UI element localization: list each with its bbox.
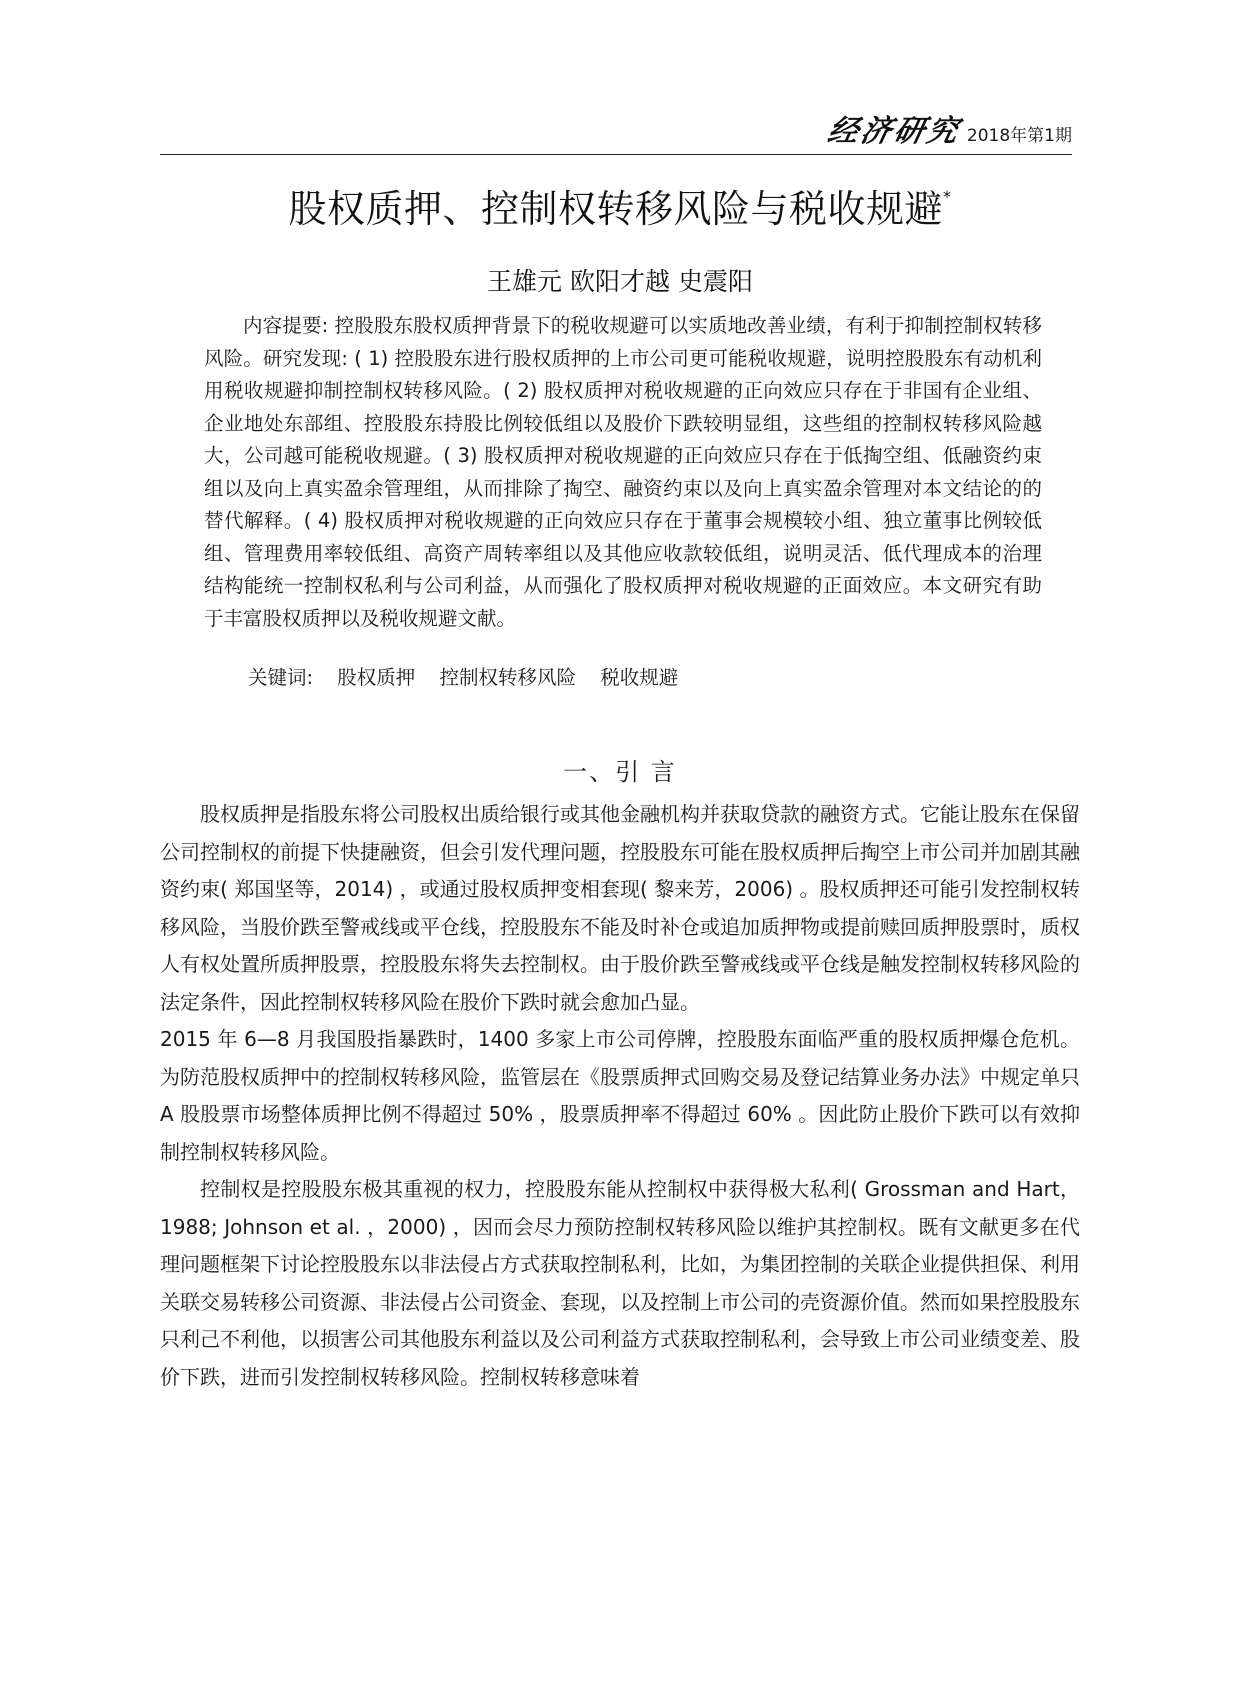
- keyword: 控制权转移风险: [439, 666, 577, 689]
- author-list: 王雄元 欧阳才越 史震阳: [487, 267, 753, 296]
- title-footnote-mark: *: [943, 187, 952, 206]
- body-text: [160, 796, 1080, 1396]
- keyword: 税收规避: [600, 666, 679, 689]
- keyword: 股权质押: [337, 666, 416, 689]
- keywords-label: 关键词:: [248, 666, 314, 689]
- paragraph: 2015 年 6—8 月我国股指暴跌时，1400 多家上市公司停牌，控股股东面临严重的股权质押爆仓危机。为防范股权质押中的控制权转移风险，监管层在《股票质押式回购交易及登记结算业务办法》中规定单只 A 股股票市场整体质押比例不得超过 50% ，股票质押率不得超过 60% 。因此防止股价下跌可以有效抑制控制权转移风险。: [160, 1027, 1080, 1164]
- section-heading: 一、引 言: [563, 758, 677, 786]
- paragraph: 股权质押是指股东将公司股权出质给银行或其他金融机构并获取贷款的融资方式。它能让股东在保留公司控制权的前提下快捷融资，但会引发代理问题，控股股东可能在股权质押后掏空上市公司并加剧其融资约束( 郑国坚等，2014) ，或通过股权质押变相套现( 黎来芳，2006) 。股权质押还可能引发控制权转移风险，当股价跌至警戒线或平仓线，控股股东不能及时补仓或追加质押物或提前赎回质押股票时，质权人有权处置所质押股票，控股股东将失去控制权。由于股价跌至警戒线或平仓线是触发控制权转移风险的法定条件，因此控制权转移风险在股价下跌时就会愈加凸显。: [160, 802, 1080, 1014]
- issue-number: 2018年第1期: [966, 126, 1072, 146]
- paragraph: 控制权是控股股东极其重视的权力，控股股东能从控制权中获得极大私利( Grossman and Hart，1988; Johnson et al. ，2000) ，因而会尽力预防控制权转移风险以维护其控制权。既有文献更多在代理问题框架下讨论控股股东以非法侵占方式获取控制私利，比如，为集团控制的关联企业提供担保、利用关联交易转移公司资源、非法侵占公司资金、套现，以及控制上市公司的壳资源价值。然而如果控股股东只利己不利他，以损害公司其他股东利益以及公司利益方式获取控制私利，会导致上市公司业绩变差、股价下跌，进而引发控制权转移风险。控制权转移意味着: [160, 1177, 1080, 1389]
- article-title: [0, 178, 1240, 233]
- abstract: 内容提要: 控股股东股权质押背景下的税收规避可以实质地改善业绩，有利于抑制控制权转移风险。研究发现: ( 1) 控股股东进行股权质押的上市公司更可能税收规避，说明控股股东有动机利用税收规避抑制控制权转移风险。( 2) 股权质押对税收规避的正向效应只存在于非国有企业组、企业地处东部组、控股股东持股比例较低组以及股价下跌较明显组，这些组的控制权转移风险越大，公司越可能税收规避。( 3) 股权质押对税收规避的正向效应只存在于低掏空组、低融资约束组以及向上真实盈余管理组，从而排除了掏空、融资约束以及向上真实盈余管理对本文结论的的替代解释。( 4) 股权质押对税收规避的正向效应只存在于董事会规模较小组、独立董事比例较低组、管理费用率较低组、高资产周转率组以及其他应收款较低组，说明灵活、低代理成本的治理结构能统一控制权私利与公司利益，从而强化了股权质押对税收规避的正面效应。本文研究有助于丰富股权质押以及税收规避文献。: [204, 314, 1042, 630]
- running-header: [160, 112, 1072, 155]
- keywords: [248, 662, 678, 690]
- title-text: 股权质押、控制权转移风险与税收规避: [288, 187, 943, 231]
- journal-logo: 经济研究: [824, 114, 964, 149]
